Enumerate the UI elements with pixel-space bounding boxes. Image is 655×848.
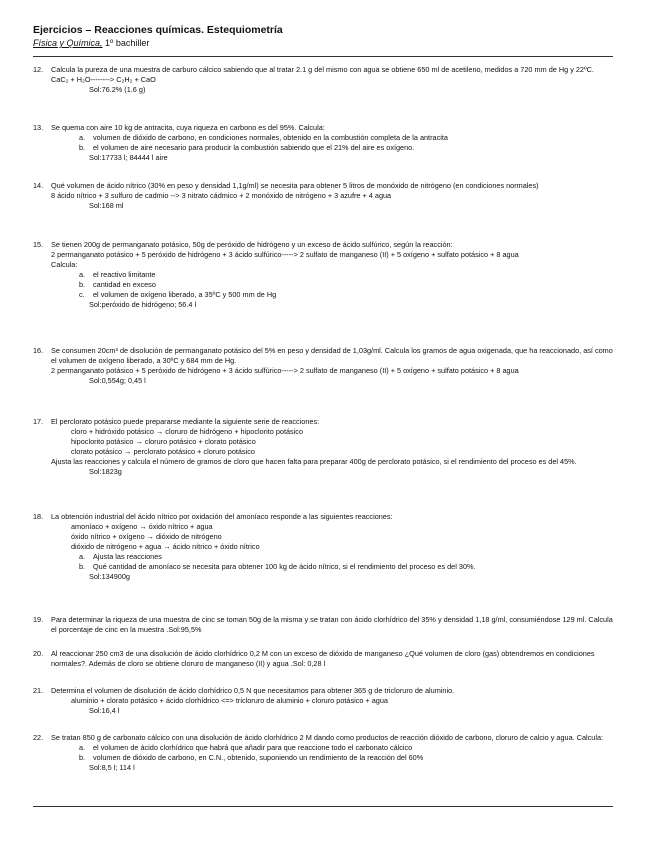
- item-text: volumen de dióxido de carbono, en C.N., obtenido, suponiendo un rendimiento de la reacción del 60%: [93, 753, 424, 762]
- exercise-equation: CaC₂ + H₂O--------> C₂H₂ + CaO: [51, 75, 156, 84]
- item-marker: a.: [79, 270, 86, 279]
- exercise-20: [33, 649, 615, 669]
- footer-divider: [33, 806, 613, 807]
- exercise-21: [33, 686, 615, 716]
- item-marker: a.: [79, 743, 86, 752]
- exercise-22: [33, 733, 615, 773]
- exercise-number: 20.: [33, 649, 44, 658]
- exercise-statement: La obtención industrial del ácido nítrico por oxidación del amoníaco responde a las siguientes reacciones:: [51, 512, 393, 521]
- exercise-solution: Sol:17733 l; 84444 l aire: [89, 153, 168, 162]
- item-text: el volumen de oxígeno liberado, a 35ºC y 500 mm de Hg: [93, 290, 277, 299]
- reaction-line: hipoclorito potásico → cloruro potásico + clorato potásico: [71, 437, 256, 446]
- exercise-13: [33, 123, 615, 163]
- exercise-solution: Sol:8,5 l; 114 l: [89, 763, 135, 772]
- exercise-statement: Al reaccionar 250 cm3 de una disolución de ácido clorhídrico 0,2 M con un exceso de dióxido de manganeso ¿Qué volumen de cloro (gas) obtendremos en condiciones normales?. Además de cloro se obtiene cloruro de manganeso (II) y agua .Sol: 0,28 l: [51, 649, 595, 668]
- item-text: el volumen de ácido clorhídrico que habrá que añadir para que reaccione todo el carbonato cálcico: [93, 743, 413, 752]
- exercise-equation: 2 permanganato potásico + 5 peróxido de hidrógeno + 3 ácido sulfúrico-----> 2 sulfato de manganeso (II) + 5 oxígeno + sulfato potásico + 8 agua: [51, 366, 519, 375]
- exercise-17: [33, 417, 615, 477]
- exercise-solution: Sol:0,554g; 0,45 l: [89, 376, 146, 385]
- exercise-number: 15.: [33, 240, 44, 249]
- exercise-12: [33, 65, 615, 95]
- item-text: el reactivo limitante: [93, 270, 156, 279]
- exercise-number: 22.: [33, 733, 44, 742]
- exercise-number: 18.: [33, 512, 44, 521]
- exercise-solution: Sol:peróxido de hidrógeno; 56.4 l: [89, 300, 197, 309]
- reaction-line: clorato potásico → perclorato potásico + cloruro potásico: [71, 447, 255, 456]
- exercise-item: [79, 270, 615, 280]
- item-marker: a.: [79, 133, 86, 142]
- reaction-line: aluminio + clorato potásico + ácido clorhídrico <=> tricloruro de aluminio + cloruro potásico + agua: [71, 696, 388, 705]
- item-marker: b.: [79, 753, 86, 762]
- exercise-14: [33, 181, 615, 211]
- exercise-number: 13.: [33, 123, 44, 132]
- document-subtitle: [33, 37, 283, 49]
- exercise-15: [33, 240, 615, 310]
- exercise-solution: Sol:168 ml: [89, 201, 124, 210]
- exercise-number: 17.: [33, 417, 44, 426]
- exercise-statement: Calcula la pureza de una muestra de carburo cálcico sabiendo que al tratar 2.1 g del mismo con agua se obtiene 650 ml de acetileno, medidos a 720 mm de Hg y 22ºC.: [51, 65, 594, 74]
- exercise-number: 21.: [33, 686, 44, 695]
- exercise-18: [33, 512, 615, 582]
- exercise-item: [79, 143, 615, 153]
- exercise-number: 16.: [33, 346, 44, 355]
- item-text: volumen de dióxido de carbono, en condiciones normales, obtenido en la combustión completa de la antracita: [93, 133, 448, 142]
- exercise-prompt: Calcula:: [51, 260, 78, 269]
- exercise-item: [79, 562, 615, 572]
- document-header: [33, 24, 283, 49]
- item-marker: c.: [79, 290, 85, 299]
- exercise-statement: Se consumen 20cm³ de disolución de permanganato potásico del 5% en peso y densidad de 1,03g/ml. Calcula los gramos de agua oxigenada, que ha reaccionado, así como el volumen de oxígeno liberado, a 30ºC y 684 mm de Hg.: [51, 346, 613, 365]
- item-text: Ajusta las reacciones: [93, 552, 162, 561]
- subject-label: Física y Química,: [33, 38, 103, 48]
- item-marker: a.: [79, 552, 86, 561]
- exercise-equation: 2 permanganato potásico + 5 peróxido de hidrógeno + 3 ácido sulfúrico-----> 2 sulfato de manganeso (II) + 5 oxígeno + sulfato potásico + 8 agua: [51, 250, 519, 259]
- exercise-item: [79, 552, 615, 562]
- exercise-solution: Sol:16,4 l: [89, 706, 120, 715]
- exercise-statement: Se tratan 850 g de carbonato cálcico con una disolución de ácido clorhídrico 2 M dando como productos de reacción dióxido de carbono, cloruro de calcio y agua. Calcula:: [51, 733, 604, 742]
- document-title: Ejercicios – Reacciones químicas. Estequiometría: [33, 24, 283, 36]
- exercise-statement: El perclorato potásico puede prepararse mediante la siguiente serie de reacciones:: [51, 417, 320, 426]
- exercise-19: [33, 615, 615, 635]
- exercise-item: [79, 743, 615, 753]
- exercise-statement: Qué volumen de ácido nítrico (30% en peso y densidad 1,1g/ml) se necesita para obtener 5 litros de monóxido de nitrógeno (en condiciones normales): [51, 181, 539, 190]
- exercise-solution: Sol:134900g: [89, 572, 130, 581]
- exercise-item: [79, 753, 615, 763]
- item-text: el volumen de aire necesario para producir la combustión sabiendo que el 21% del aire es oxígeno.: [93, 143, 415, 152]
- exercise-number: 14.: [33, 181, 44, 190]
- exercise-solution: Sol:1823g: [89, 467, 122, 476]
- exercise-item: [79, 133, 615, 143]
- exercise-statement: Para determinar la riqueza de una muestra de cinc se toman 50g de la misma y se tratan con ácido clorhídrico del 35% y densidad 1,18 g/ml, consumiéndose 129 ml. Calcula el porcentaje de cinc en la muestra .Sol:95,5%: [51, 615, 613, 634]
- reaction-line: dióxido de nitrógeno + agua → ácido nítrico + óxido nítrico: [71, 542, 260, 551]
- exercise-equation: 8 ácido nítrico + 3 sulfuro de cadmio --> 3 nitrato cádmico + 2 monóxido de nitrógeno + 3 azufre + 4 agua: [51, 191, 392, 200]
- exercise-number: 19.: [33, 615, 44, 624]
- item-marker: b.: [79, 562, 86, 571]
- reaction-line: cloro + hidróxido potásico → cloruro de hidrógeno + hipoclorito potásico: [71, 427, 304, 436]
- item-text: Qué cantidad de amoníaco se necesita para obtener 100 kg de ácido nítrico, si el rendimiento del proceso es del 30%.: [93, 562, 476, 571]
- exercise-item: [79, 290, 615, 300]
- exercise-solution: Sol:76.2% (1.6 g): [89, 85, 146, 94]
- header-divider: [33, 56, 613, 57]
- exercise-statement: Se quema con aire 10 kg de antracita, cuya riqueza en carbono es del 95%. Calcula:: [51, 123, 325, 132]
- course-label: 1º bachiller: [105, 38, 150, 48]
- item-text: cantidad en exceso: [93, 280, 156, 289]
- exercise-item: [79, 280, 615, 290]
- exercise-question: Ajusta las reacciones y calcula el número de gramos de cloro que hacen falta para preparar 400g de perclorato potásico, si el rendimiento del proceso es del 45%.: [51, 457, 577, 466]
- exercise-statement: Se tienen 200g de permanganato potásico, 50g de peróxido de hidrógeno y un exceso de ácido sulfúrico, según la reacción:: [51, 240, 453, 249]
- reaction-line: amoníaco + oxígeno → óxido nítrico + agua: [71, 522, 213, 531]
- reaction-line: óxido nítrico + oxígeno → dióxido de nitrógeno: [71, 532, 222, 541]
- exercise-statement: Determina el volumen de disolución de ácido clorhídrico 0,5 N que necesitamos para obtener 365 g de tricloruro de aluminio.: [51, 686, 455, 695]
- item-marker: b.: [79, 280, 86, 289]
- exercise-number: 12.: [33, 65, 44, 74]
- item-marker: b.: [79, 143, 86, 152]
- exercise-16: [33, 346, 615, 386]
